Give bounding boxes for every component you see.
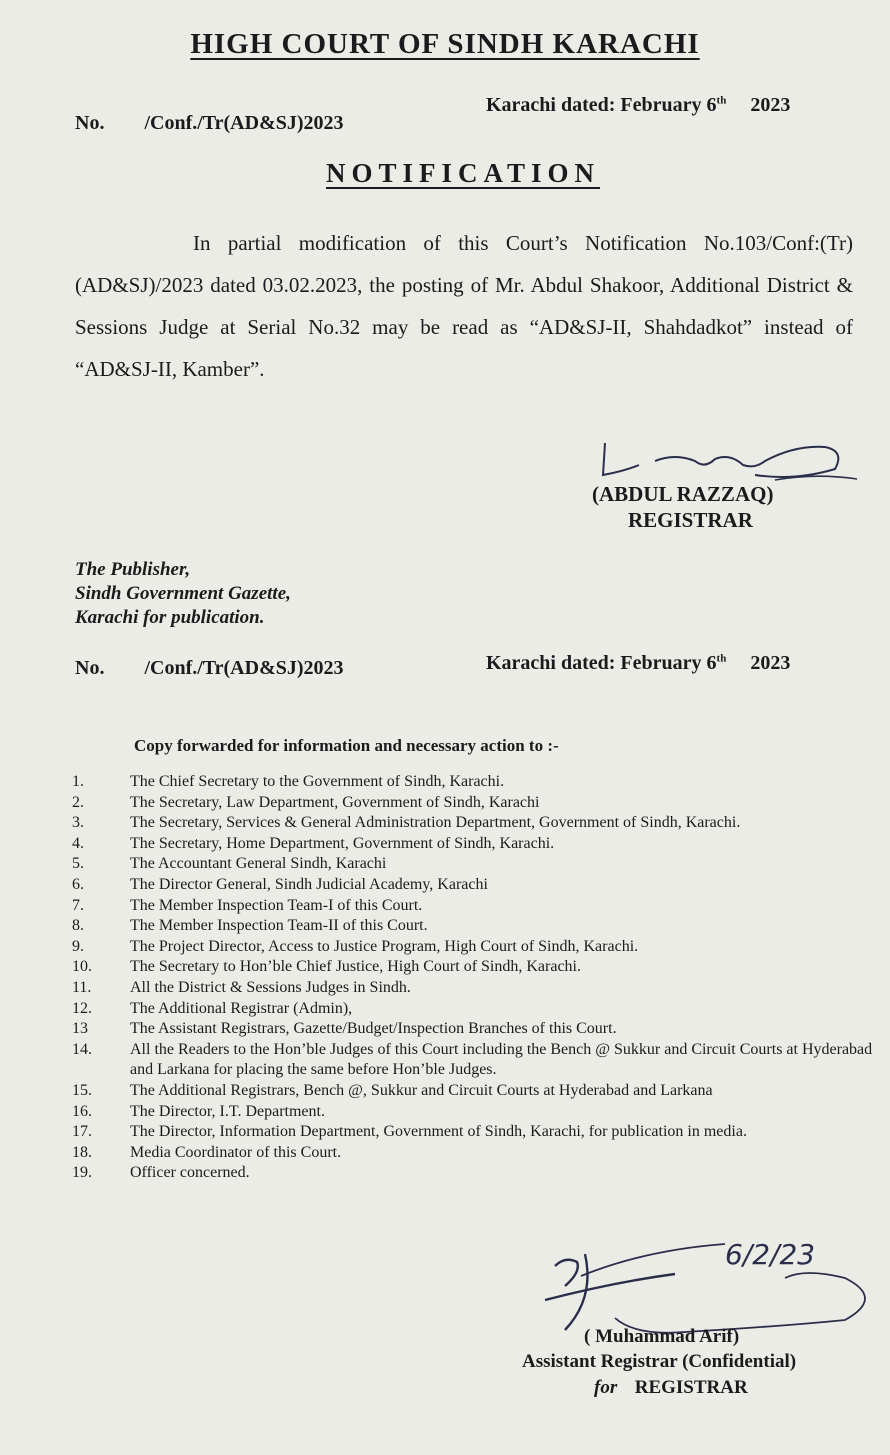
distribution-list xyxy=(72,772,877,1184)
list-item xyxy=(72,875,877,896)
list-item-number: 4. xyxy=(72,834,84,852)
list-item-text: Media Coordinator of this Court. xyxy=(130,1143,342,1161)
list-item xyxy=(72,813,877,834)
copy-date-sup: th xyxy=(716,652,727,665)
list-item-text: The Project Director, Access to Justice Program, High Court of Sindh, Karachi. xyxy=(130,937,639,955)
list-item-text: The Member Inspection Team-I of this Court. xyxy=(130,896,423,914)
list-item xyxy=(72,1143,877,1164)
copy-issue-date xyxy=(486,652,790,675)
list-item xyxy=(72,937,877,958)
notification-body-text: In partial modification of this Court’s Notification No.103/Conf:(Tr)(AD&SJ)/2023 dated 03.02.2023, the posting of Mr. Abdul Shakoor, Additional District & Sessions Judge at Serial No.32 may be read as “AD&SJ-II, Shahdadkot” instead of “AD&SJ-II, Kamber”. xyxy=(75,231,853,381)
list-item-number: 16. xyxy=(72,1102,92,1120)
assistant-registrar-signature-icon xyxy=(525,1228,875,1338)
list-item-number: 12. xyxy=(72,999,92,1017)
list-item xyxy=(72,1019,877,1040)
list-item-number: 18. xyxy=(72,1143,92,1161)
for-label: for xyxy=(594,1377,618,1398)
copy-forwarded-heading: Copy forwarded for information and necessary action to :- xyxy=(134,736,559,755)
list-item-text: The Secretary, Law Department, Government of Sindh, Karachi xyxy=(130,793,540,811)
list-item-number: 10. xyxy=(72,958,92,976)
registrar-title: REGISTRAR xyxy=(628,508,753,532)
list-item xyxy=(72,793,877,814)
publisher-line-1: The Publisher, xyxy=(75,559,191,580)
assistant-registrar-title: Assistant Registrar (Confidential) xyxy=(522,1351,797,1372)
list-item-text: The Secretary to Hon’ble Chief Justice, High Court of Sindh, Karachi. xyxy=(130,958,581,976)
list-item-number: 8. xyxy=(72,917,84,935)
date-label: Karachi dated: February 6 xyxy=(486,94,717,116)
number-ref: /Conf./Tr(AD&SJ)2023 xyxy=(144,112,344,134)
publisher-block xyxy=(75,558,291,630)
list-item-number: 13 xyxy=(72,1020,88,1038)
list-item-text: The Secretary, Home Department, Government of Sindh, Karachi. xyxy=(130,834,555,852)
list-item-text: The Member Inspection Team-II of this Court. xyxy=(130,917,428,935)
list-item-number: 6. xyxy=(72,875,84,893)
for-registrar xyxy=(594,1377,748,1399)
date-year: 2023 xyxy=(750,94,791,116)
list-item xyxy=(72,1163,877,1184)
list-item-text: The Accountant General Sindh, Karachi xyxy=(130,855,387,873)
list-item-text: All the Readers to the Hon’ble Judges of this Court including the Bench @ Sukkur and Circuit Courts at Hyderabad and Larkana for placing the same before Hon’ble Judges. xyxy=(130,1040,873,1079)
list-item-text: The Secretary, Services & General Administration Department, Government of Sindh, Karachi. xyxy=(130,814,741,832)
list-item-text: The Chief Secretary to the Government of Sindh, Karachi. xyxy=(130,773,505,790)
date-sup: th xyxy=(716,94,727,107)
list-item-text: All the District & Sessions Judges in Sindh. xyxy=(130,978,411,996)
list-item-number: 1. xyxy=(72,773,84,790)
list-item xyxy=(72,834,877,855)
list-item-number: 5. xyxy=(72,855,84,873)
list-item-number: 14. xyxy=(72,1040,92,1058)
list-item-number: 3. xyxy=(72,814,84,832)
list-item-number: 15. xyxy=(72,1081,92,1099)
list-item-number: 2. xyxy=(72,793,84,811)
list-item-number: 7. xyxy=(72,896,84,914)
list-item xyxy=(72,999,877,1020)
list-item-number: 9. xyxy=(72,937,84,955)
list-item xyxy=(72,1040,877,1081)
registrar-name: (ABDUL RAZZAQ) xyxy=(592,482,774,506)
list-item-text: The Assistant Registrars, Gazette/Budget/Inspection Branches of this Court. xyxy=(130,1020,617,1038)
list-item xyxy=(72,978,877,999)
for-title: REGISTRAR xyxy=(634,1377,748,1398)
number-label: No. xyxy=(75,112,105,134)
list-item-text: The Additional Registrars, Bench @, Sukkur and Circuit Courts at Hyderabad and Larkana xyxy=(130,1081,713,1099)
reference-number xyxy=(75,112,344,135)
copy-date-year: 2023 xyxy=(750,652,791,674)
list-item xyxy=(72,1081,877,1102)
list-item-text: The Director, Information Department, Government of Sindh, Karachi, for publication in media. xyxy=(130,1123,747,1141)
list-item-text: The Additional Registrar (Admin), xyxy=(130,999,353,1017)
publisher-line-2: Sindh Government Gazette, xyxy=(75,583,291,604)
assistant-registrar-name: ( Muhammad Arif) xyxy=(584,1326,740,1347)
copy-date-label: Karachi dated: February 6 xyxy=(486,652,717,674)
list-item-number: 17. xyxy=(72,1123,92,1141)
signature-date-text: 6/2/23 xyxy=(725,1238,816,1271)
notification-body xyxy=(75,222,853,390)
copy-reference-number xyxy=(75,657,344,680)
list-item-text: Officer concerned. xyxy=(130,1164,250,1182)
list-item xyxy=(72,854,877,875)
list-item-text: The Director, I.T. Department. xyxy=(130,1102,325,1120)
court-title: HIGH COURT OF SINDH KARACHI xyxy=(190,28,700,60)
copy-number-label: No. xyxy=(75,657,105,679)
issue-date xyxy=(486,94,790,117)
list-item-text: The Director General, Sindh Judicial Academy, Karachi xyxy=(130,875,488,893)
notification-heading: NOTIFICATION xyxy=(325,158,601,188)
list-item xyxy=(72,896,877,917)
list-item xyxy=(72,1122,877,1143)
list-item xyxy=(72,1102,877,1123)
list-item-number: 19. xyxy=(72,1164,92,1182)
copy-number-ref: /Conf./Tr(AD&SJ)2023 xyxy=(144,657,344,679)
list-item-number: 11. xyxy=(72,978,92,996)
publisher-line-3: Karachi for publication. xyxy=(75,607,265,628)
list-item xyxy=(72,916,877,937)
list-item xyxy=(72,957,877,978)
list-item xyxy=(72,772,877,793)
